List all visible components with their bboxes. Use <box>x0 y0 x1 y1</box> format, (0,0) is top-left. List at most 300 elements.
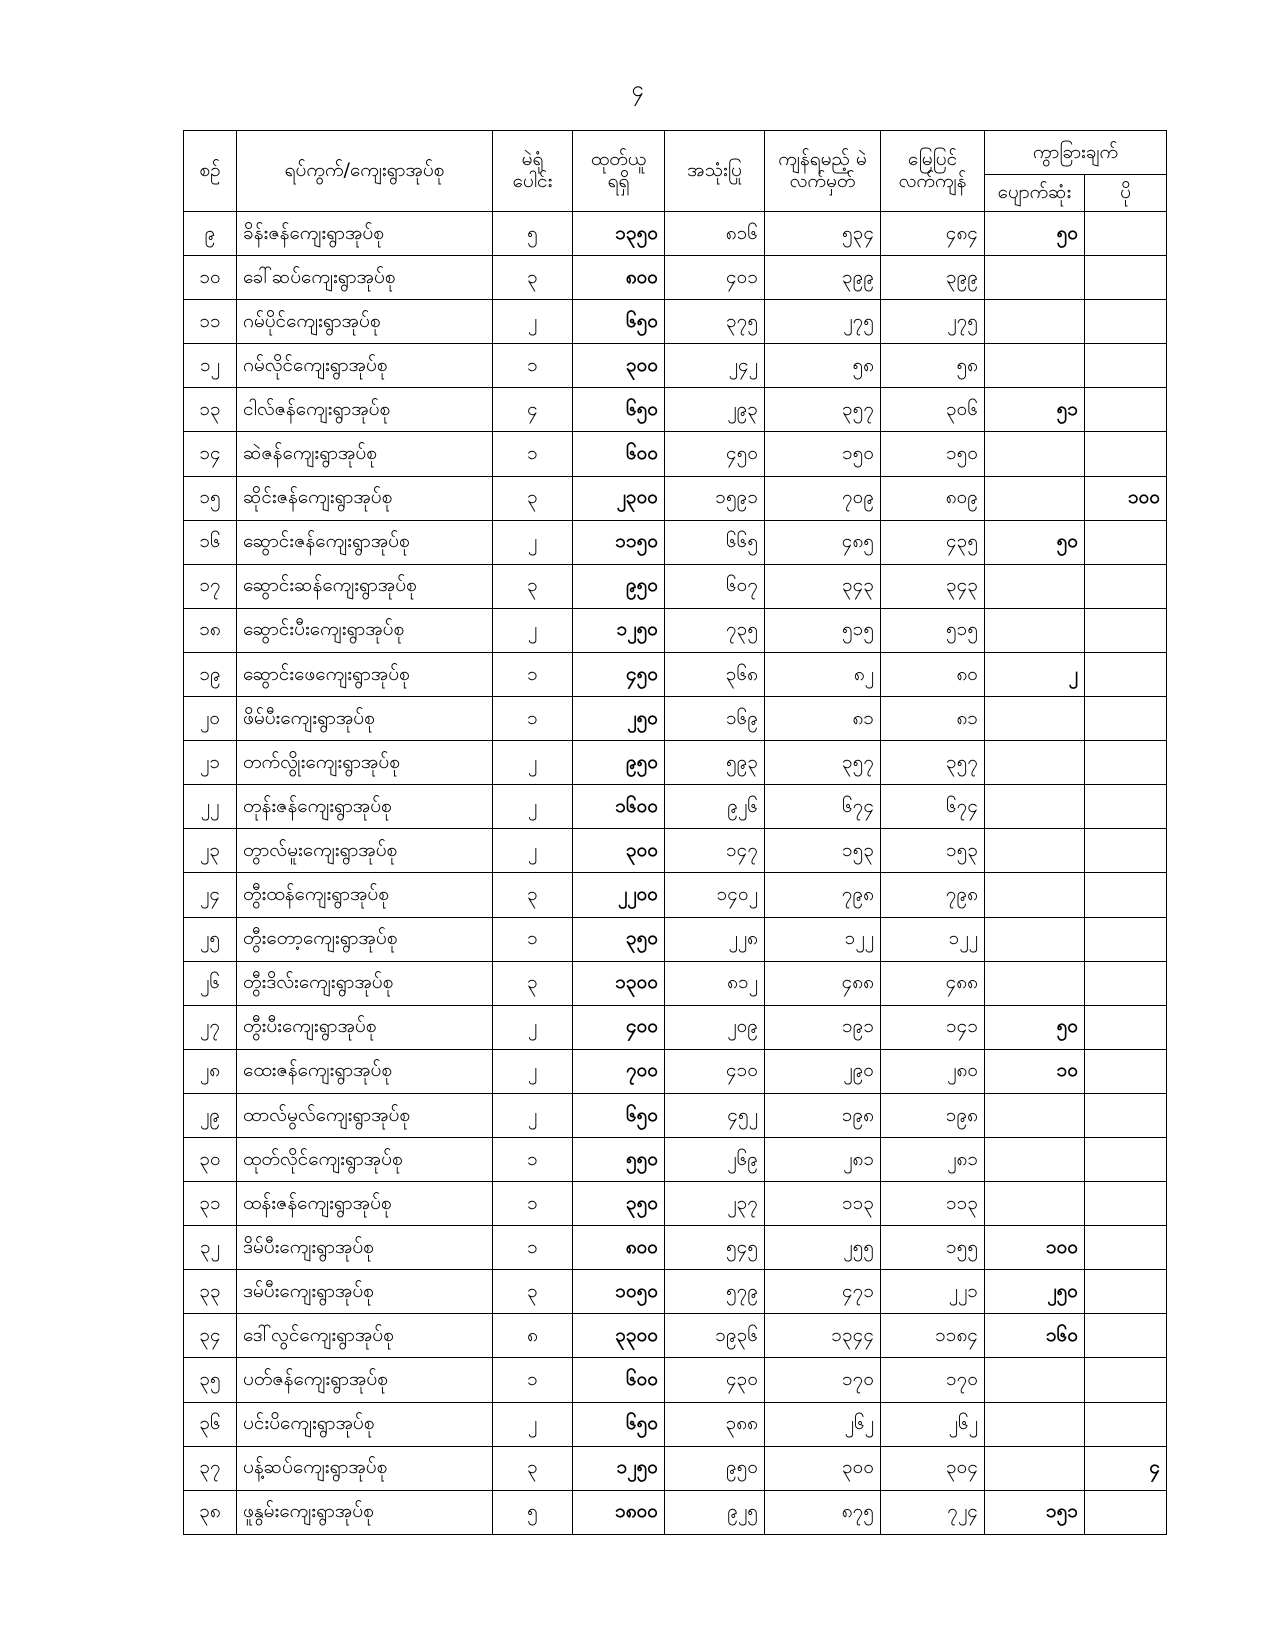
cell-remaining: ၁၉၁ <box>765 1005 881 1049</box>
cell-remaining: ၅၁၅ <box>765 608 881 652</box>
cell-used: ၂၃၇ <box>665 1182 765 1226</box>
cell-serial: ၂၅ <box>184 917 237 961</box>
table-row <box>184 1402 1167 1446</box>
cell-issued: ၉၅၀ <box>573 564 665 608</box>
cell-issued: ၁၀၅၀ <box>573 1270 665 1314</box>
cell-issued: ၂၂၀၀ <box>573 873 665 917</box>
cell-serial: ၁၁ <box>184 300 237 344</box>
cell-verified: ၁၂၂ <box>881 917 985 961</box>
cell-village: ထာလ်မွလ်ကျေးရွာအုပ်စု <box>237 1093 493 1137</box>
cell-used: ၈၁၂ <box>665 961 765 1005</box>
cell-missing <box>985 697 1085 741</box>
cell-verified: ၁၅၅ <box>881 1226 985 1270</box>
header-excess: ပို <box>1085 175 1167 212</box>
cell-verified: ၃၅၇ <box>881 741 985 785</box>
cell-issued: ၂၃၀၀ <box>573 476 665 520</box>
cell-serial: ၃၄ <box>184 1314 237 1358</box>
cell-issued: ၇၀၀ <box>573 1049 665 1093</box>
cell-verified: ၈၁ <box>881 697 985 741</box>
cell-missing <box>985 344 1085 388</box>
cell-used: ၄၃၀ <box>665 1358 765 1402</box>
header-verified: မြေပြင် လက်ကျန် <box>881 131 985 212</box>
cell-precincts: ၂ <box>493 608 573 652</box>
cell-used: ၂၄၂ <box>665 344 765 388</box>
cell-missing <box>985 961 1085 1005</box>
table-row <box>184 873 1167 917</box>
cell-issued: ၃၃၀၀ <box>573 1314 665 1358</box>
cell-excess <box>1085 1137 1167 1181</box>
cell-issued: ၆၀၀ <box>573 432 665 476</box>
cell-used: ၆၀၇ <box>665 564 765 608</box>
cell-remaining: ၃၅၇ <box>765 741 881 785</box>
cell-village: ငါလ်ဇန်ကျေးရွာအုပ်စု <box>237 388 493 432</box>
cell-precincts: ၃ <box>493 476 573 520</box>
cell-village: ဆွောင်းဖေကျေးရွာအုပ်စု <box>237 652 493 696</box>
table-row <box>184 741 1167 785</box>
cell-issued: ၁၆၀၀ <box>573 785 665 829</box>
cell-used: ၃၈၈ <box>665 1402 765 1446</box>
cell-excess <box>1085 1049 1167 1093</box>
cell-missing: ၁၀ <box>985 1049 1085 1093</box>
cell-issued: ၈၀၀ <box>573 256 665 300</box>
cell-remaining: ၁၇၀ <box>765 1358 881 1402</box>
cell-precincts: ၄ <box>493 388 573 432</box>
table-row <box>184 1358 1167 1402</box>
cell-issued: ၄၀၀ <box>573 1005 665 1049</box>
cell-missing <box>985 564 1085 608</box>
table-row <box>184 917 1167 961</box>
cell-used: ၈၁၆ <box>665 212 765 256</box>
cell-issued: ၄၅၀ <box>573 652 665 696</box>
cell-missing <box>985 1182 1085 1226</box>
cell-missing: ၂ <box>985 652 1085 696</box>
cell-serial: ၃၁ <box>184 1182 237 1226</box>
cell-precincts: ၅ <box>493 212 573 256</box>
cell-verified: ၄၈၄ <box>881 212 985 256</box>
cell-missing <box>985 873 1085 917</box>
cell-used: ၂၆၉ <box>665 1137 765 1181</box>
table-row <box>184 388 1167 432</box>
cell-issued: ၁၈၀၀ <box>573 1490 665 1534</box>
cell-verified: ၄၈၈ <box>881 961 985 1005</box>
header-precincts: မဲရုံ ပေါင်း <box>493 131 573 212</box>
table-row <box>184 697 1167 741</box>
cell-excess <box>1085 388 1167 432</box>
cell-village: ဆွောင်းပီးကျေးရွာအုပ်စု <box>237 608 493 652</box>
cell-village: ဆွောင်းဇန်ကျေးရွာအုပ်စု <box>237 520 493 564</box>
cell-village: တွီးတော့ကျေးရွာအုပ်စု <box>237 917 493 961</box>
cell-village: တုန်းဇန်ကျေးရွာအုပ်စု <box>237 785 493 829</box>
header-missing: ပျောက်ဆုံး <box>985 175 1085 212</box>
cell-verified: ၁၅၃ <box>881 829 985 873</box>
cell-excess <box>1085 961 1167 1005</box>
cell-excess <box>1085 873 1167 917</box>
cell-issued: ၉၅၀ <box>573 741 665 785</box>
cell-excess <box>1085 741 1167 785</box>
cell-verified: ၅၁၅ <box>881 608 985 652</box>
cell-excess <box>1085 1005 1167 1049</box>
cell-village: တက်လွိုးကျေးရွာအုပ်စု <box>237 741 493 785</box>
cell-missing <box>985 741 1085 785</box>
cell-used: ၂၉၃ <box>665 388 765 432</box>
table-row <box>184 1049 1167 1093</box>
header-remaining: ကျန်ရမည့် မဲလက်မှတ် <box>765 131 881 212</box>
cell-missing: ၁၆၀ <box>985 1314 1085 1358</box>
cell-verified: ၃၉၉ <box>881 256 985 300</box>
cell-issued: ၁၂၅၀ <box>573 1446 665 1490</box>
cell-missing: ၅၀ <box>985 520 1085 564</box>
cell-issued: ၆၅၀ <box>573 1093 665 1137</box>
table-row <box>184 961 1167 1005</box>
header-used: အသုံးပြု <box>665 131 765 212</box>
cell-village: ဆဲဇန်ကျေးရွာအုပ်စု <box>237 432 493 476</box>
cell-serial: ၃၃ <box>184 1270 237 1314</box>
cell-serial: ၁၃ <box>184 388 237 432</box>
cell-excess <box>1085 608 1167 652</box>
cell-remaining: ၂၅၅ <box>765 1226 881 1270</box>
cell-remaining: ၇၀၉ <box>765 476 881 520</box>
table-row <box>184 1446 1167 1490</box>
cell-missing <box>985 1137 1085 1181</box>
cell-serial: ၂၄ <box>184 873 237 917</box>
cell-remaining: ၂၇၅ <box>765 300 881 344</box>
cell-issued: ၃၅၀ <box>573 917 665 961</box>
cell-issued: ၈၀၀ <box>573 1226 665 1270</box>
cell-village: ပတ်ဇန်ကျေးရွာအုပ်စု <box>237 1358 493 1402</box>
cell-precincts: ၂ <box>493 785 573 829</box>
cell-remaining: ၁၉၈ <box>765 1093 881 1137</box>
cell-used: ၁၄၇ <box>665 829 765 873</box>
cell-issued: ၁၁၅၀ <box>573 520 665 564</box>
cell-remaining: ၄၇၁ <box>765 1270 881 1314</box>
table-row <box>184 212 1167 256</box>
cell-used: ၁၅၉၁ <box>665 476 765 520</box>
cell-excess <box>1085 697 1167 741</box>
cell-missing <box>985 917 1085 961</box>
cell-missing <box>985 829 1085 873</box>
cell-remaining: ၈၇၅ <box>765 1490 881 1534</box>
cell-serial: ၁၈ <box>184 608 237 652</box>
cell-missing <box>985 785 1085 829</box>
cell-missing <box>985 1358 1085 1402</box>
cell-precincts: ၂ <box>493 1049 573 1093</box>
cell-remaining: ၈၁ <box>765 697 881 741</box>
cell-issued: ၃၀၀ <box>573 344 665 388</box>
cell-remaining: ၈၂ <box>765 652 881 696</box>
cell-used: ၄၀၁ <box>665 256 765 300</box>
cell-issued: ၂၅၀ <box>573 697 665 741</box>
cell-issued: ၆၅၀ <box>573 388 665 432</box>
cell-excess <box>1085 652 1167 696</box>
cell-village: ထုတ်လိုင်ကျေးရွာအုပ်စု <box>237 1137 493 1181</box>
table-row <box>184 1005 1167 1049</box>
table-row <box>184 652 1167 696</box>
cell-serial: ၁၀ <box>184 256 237 300</box>
cell-excess: ၄ <box>1085 1446 1167 1490</box>
cell-excess <box>1085 1226 1167 1270</box>
cell-missing <box>985 432 1085 476</box>
cell-verified: ၆၇၄ <box>881 785 985 829</box>
cell-precincts: ၃ <box>493 873 573 917</box>
cell-verified: ၁၁၃ <box>881 1182 985 1226</box>
cell-remaining: ၁၃၄၄ <box>765 1314 881 1358</box>
cell-village: ဂမ်ပိုင်ကျေးရွာအုပ်စု <box>237 300 493 344</box>
cell-verified: ၂၈၀ <box>881 1049 985 1093</box>
cell-serial: ၁၆ <box>184 520 237 564</box>
cell-verified: ၁၁၈၄ <box>881 1314 985 1358</box>
cell-village: ဖိမ်ပီးကျေးရွာအုပ်စု <box>237 697 493 741</box>
cell-verified: ၃၀၆ <box>881 388 985 432</box>
cell-serial: ၂၉ <box>184 1093 237 1137</box>
cell-issued: ၆၀၀ <box>573 1358 665 1402</box>
cell-precincts: ၁ <box>493 1137 573 1181</box>
cell-issued: ၁၃၅၀ <box>573 212 665 256</box>
cell-excess <box>1085 300 1167 344</box>
cell-verified: ၈၀ <box>881 652 985 696</box>
cell-missing <box>985 608 1085 652</box>
cell-serial: ၂၃ <box>184 829 237 873</box>
cell-verified: ၁၅၀ <box>881 432 985 476</box>
cell-precincts: ၁ <box>493 432 573 476</box>
cell-verified: ၃၄၃ <box>881 564 985 608</box>
header-issued: ထုတ်ယူ ရရှိ <box>573 131 665 212</box>
table-row <box>184 432 1167 476</box>
table-row <box>184 300 1167 344</box>
cell-used: ၃၇၅ <box>665 300 765 344</box>
cell-precincts: ၃ <box>493 564 573 608</box>
cell-remaining: ၃၄၃ <box>765 564 881 608</box>
cell-remaining: ၅၈ <box>765 344 881 388</box>
table-row <box>184 785 1167 829</box>
header-village: ရပ်ကွက်/ကျေးရွာအုပ်စု <box>237 131 493 212</box>
cell-precincts: ၁ <box>493 344 573 388</box>
table-row <box>184 1270 1167 1314</box>
cell-precincts: ၃ <box>493 1446 573 1490</box>
cell-used: ၄၅၂ <box>665 1093 765 1137</box>
cell-village: ဒေါ်လွင်ကျေးရွာအုပ်စု <box>237 1314 493 1358</box>
cell-precincts: ၂ <box>493 300 573 344</box>
cell-missing: ၅၁ <box>985 388 1085 432</box>
cell-precincts: ၂ <box>493 520 573 564</box>
page-number: ၄ <box>631 77 644 102</box>
cell-village: ထေးဇန်ကျေးရွာအုပ်စု <box>237 1049 493 1093</box>
cell-remaining: ၁၅၃ <box>765 829 881 873</box>
cell-serial: ၂၆ <box>184 961 237 1005</box>
cell-excess <box>1085 256 1167 300</box>
cell-excess <box>1085 212 1167 256</box>
cell-missing: ၂၅၀ <box>985 1270 1085 1314</box>
cell-serial: ၁၄ <box>184 432 237 476</box>
cell-excess <box>1085 1402 1167 1446</box>
cell-village: ဆိုင်းဇန်ကျေးရွာအုပ်စု <box>237 476 493 520</box>
cell-missing <box>985 1093 1085 1137</box>
cell-remaining: ၇၉၈ <box>765 873 881 917</box>
cell-precincts: ၂ <box>493 1093 573 1137</box>
cell-serial: ၁၂ <box>184 344 237 388</box>
cell-village: ဆွောင်းဆန်ကျေးရွာအုပ်စု <box>237 564 493 608</box>
cell-used: ၅၉၃ <box>665 741 765 785</box>
cell-excess <box>1085 1270 1167 1314</box>
cell-serial: ၁၇ <box>184 564 237 608</box>
cell-used: ၇၃၅ <box>665 608 765 652</box>
cell-precincts: ၃ <box>493 961 573 1005</box>
cell-verified: ၂၂၁ <box>881 1270 985 1314</box>
cell-used: ၃၆၈ <box>665 652 765 696</box>
cell-precincts: ၁ <box>493 697 573 741</box>
cell-used: ၆၆၅ <box>665 520 765 564</box>
cell-verified: ၈၀၉ <box>881 476 985 520</box>
cell-precincts: ၁ <box>493 1182 573 1226</box>
cell-excess <box>1085 917 1167 961</box>
cell-serial: ၃၇ <box>184 1446 237 1490</box>
table-row <box>184 1182 1167 1226</box>
cell-used: ၂၀၉ <box>665 1005 765 1049</box>
cell-serial: ၂၂ <box>184 785 237 829</box>
cell-serial: ၂၁ <box>184 741 237 785</box>
cell-village: ဂမ်လိုင်ကျေးရွာအုပ်စု <box>237 344 493 388</box>
cell-village: ဖူနွမ်းကျေးရွာအုပ်စု <box>237 1490 493 1534</box>
cell-excess <box>1085 829 1167 873</box>
cell-village: ခိန်းဇန်ကျေးရွာအုပ်စု <box>237 212 493 256</box>
cell-remaining: ၁၁၃ <box>765 1182 881 1226</box>
cell-used: ၉၂၆ <box>665 785 765 829</box>
cell-serial: ၂၈ <box>184 1049 237 1093</box>
cell-used: ၂၂၈ <box>665 917 765 961</box>
cell-verified: ၄၃၅ <box>881 520 985 564</box>
cell-village: တွီးပီးကျေးရွာအုပ်စု <box>237 1005 493 1049</box>
cell-serial: ၃၂ <box>184 1226 237 1270</box>
cell-verified: ၇၂၄ <box>881 1490 985 1534</box>
cell-precincts: ၃ <box>493 256 573 300</box>
cell-excess <box>1085 1490 1167 1534</box>
cell-issued: ၅၅၀ <box>573 1137 665 1181</box>
cell-excess <box>1085 1093 1167 1137</box>
header-difference: ကွာခြားချက် <box>985 131 1167 175</box>
table-row <box>184 344 1167 388</box>
table-row <box>184 1093 1167 1137</box>
cell-village: ဒိမ်ပီးကျေးရွာအုပ်စု <box>237 1226 493 1270</box>
cell-used: ၄၅၀ <box>665 432 765 476</box>
cell-village: ထန်းဇန်ကျေးရွာအုပ်စု <box>237 1182 493 1226</box>
cell-missing <box>985 256 1085 300</box>
cell-verified: ၁၇၀ <box>881 1358 985 1402</box>
cell-village: တွီးဒိလ်းကျေးရွာအုပ်စု <box>237 961 493 1005</box>
cell-precincts: ၂ <box>493 1402 573 1446</box>
header-serial: စဉ် <box>184 131 237 212</box>
cell-village: ပင်းပိကျေးရွာအုပ်စု <box>237 1402 493 1446</box>
cell-excess: ၁၀၀ <box>1085 476 1167 520</box>
cell-used: ၉၂၅ <box>665 1490 765 1534</box>
cell-verified: ၂၈၁ <box>881 1137 985 1181</box>
table-row <box>184 1314 1167 1358</box>
cell-remaining: ၅၃၄ <box>765 212 881 256</box>
cell-remaining: ၁၂၂ <box>765 917 881 961</box>
cell-issued: ၁၃၀၀ <box>573 961 665 1005</box>
cell-excess <box>1085 1182 1167 1226</box>
cell-remaining: ၃၅၇ <box>765 388 881 432</box>
cell-excess <box>1085 344 1167 388</box>
data-table <box>183 130 1167 1535</box>
cell-verified: ၇၉၈ <box>881 873 985 917</box>
cell-village: တွာလ်မူးကျေးရွာအုပ်စု <box>237 829 493 873</box>
cell-issued: ၁၂၅၀ <box>573 608 665 652</box>
cell-remaining: ၄၈၈ <box>765 961 881 1005</box>
cell-missing <box>985 1446 1085 1490</box>
cell-precincts: ၁ <box>493 917 573 961</box>
cell-serial: ၂၀ <box>184 697 237 741</box>
cell-missing: ၅၀ <box>985 212 1085 256</box>
cell-precincts: ၂ <box>493 741 573 785</box>
cell-used: ၁၉၃၆ <box>665 1314 765 1358</box>
cell-missing <box>985 300 1085 344</box>
cell-serial: ၁၉ <box>184 652 237 696</box>
cell-issued: ၆၅၀ <box>573 1402 665 1446</box>
cell-missing: ၁၅၁ <box>985 1490 1085 1534</box>
cell-missing <box>985 476 1085 520</box>
table-row <box>184 1137 1167 1181</box>
table-row <box>184 1490 1167 1534</box>
table-row <box>184 476 1167 520</box>
cell-missing: ၁၀၀ <box>985 1226 1085 1270</box>
cell-remaining: ၆၇၄ <box>765 785 881 829</box>
cell-verified: ၅၈ <box>881 344 985 388</box>
cell-precincts: ၂ <box>493 829 573 873</box>
cell-precincts: ၈ <box>493 1314 573 1358</box>
cell-precincts: ၃ <box>493 1270 573 1314</box>
table-row <box>184 1226 1167 1270</box>
table-row <box>184 520 1167 564</box>
cell-excess <box>1085 1314 1167 1358</box>
cell-serial: ၂၇ <box>184 1005 237 1049</box>
cell-excess <box>1085 785 1167 829</box>
cell-remaining: ၂၆၂ <box>765 1402 881 1446</box>
cell-verified: ၂၇၅ <box>881 300 985 344</box>
cell-serial: ၃၆ <box>184 1402 237 1446</box>
cell-precincts: ၅ <box>493 1490 573 1534</box>
cell-excess <box>1085 1358 1167 1402</box>
cell-serial: ၃၈ <box>184 1490 237 1534</box>
cell-used: ၅၇၉ <box>665 1270 765 1314</box>
cell-used: ၁၄၀၂ <box>665 873 765 917</box>
cell-used: ၉၅၀ <box>665 1446 765 1490</box>
cell-excess <box>1085 564 1167 608</box>
cell-verified: ၁၉၈ <box>881 1093 985 1137</box>
cell-serial: ၃၅ <box>184 1358 237 1402</box>
cell-used: ၅၄၅ <box>665 1226 765 1270</box>
cell-issued: ၃၀၀ <box>573 829 665 873</box>
cell-remaining: ၂၉၀ <box>765 1049 881 1093</box>
cell-precincts: ၁ <box>493 1226 573 1270</box>
cell-used: ၁၆၉ <box>665 697 765 741</box>
cell-remaining: ၄၈၅ <box>765 520 881 564</box>
table-row <box>184 829 1167 873</box>
cell-serial: ၉ <box>184 212 237 256</box>
cell-village: ခေါ်ဆပ်ကျေးရွာအုပ်စု <box>237 256 493 300</box>
cell-issued: ၆၅၀ <box>573 300 665 344</box>
table-row <box>184 256 1167 300</box>
cell-village: ပန့်ဆပ်ကျေးရွာအုပ်စု <box>237 1446 493 1490</box>
cell-precincts: ၁ <box>493 1358 573 1402</box>
cell-remaining: ၃၀၀ <box>765 1446 881 1490</box>
table-row <box>184 608 1167 652</box>
cell-excess <box>1085 520 1167 564</box>
cell-issued: ၃၅၀ <box>573 1182 665 1226</box>
cell-verified: ၃၀၄ <box>881 1446 985 1490</box>
cell-village: တွီးထန်ကျေးရွာအုပ်စု <box>237 873 493 917</box>
cell-remaining: ၂၈၁ <box>765 1137 881 1181</box>
cell-village: ဒမ်ပီးကျေးရွာအုပ်စု <box>237 1270 493 1314</box>
cell-used: ၄၁၀ <box>665 1049 765 1093</box>
